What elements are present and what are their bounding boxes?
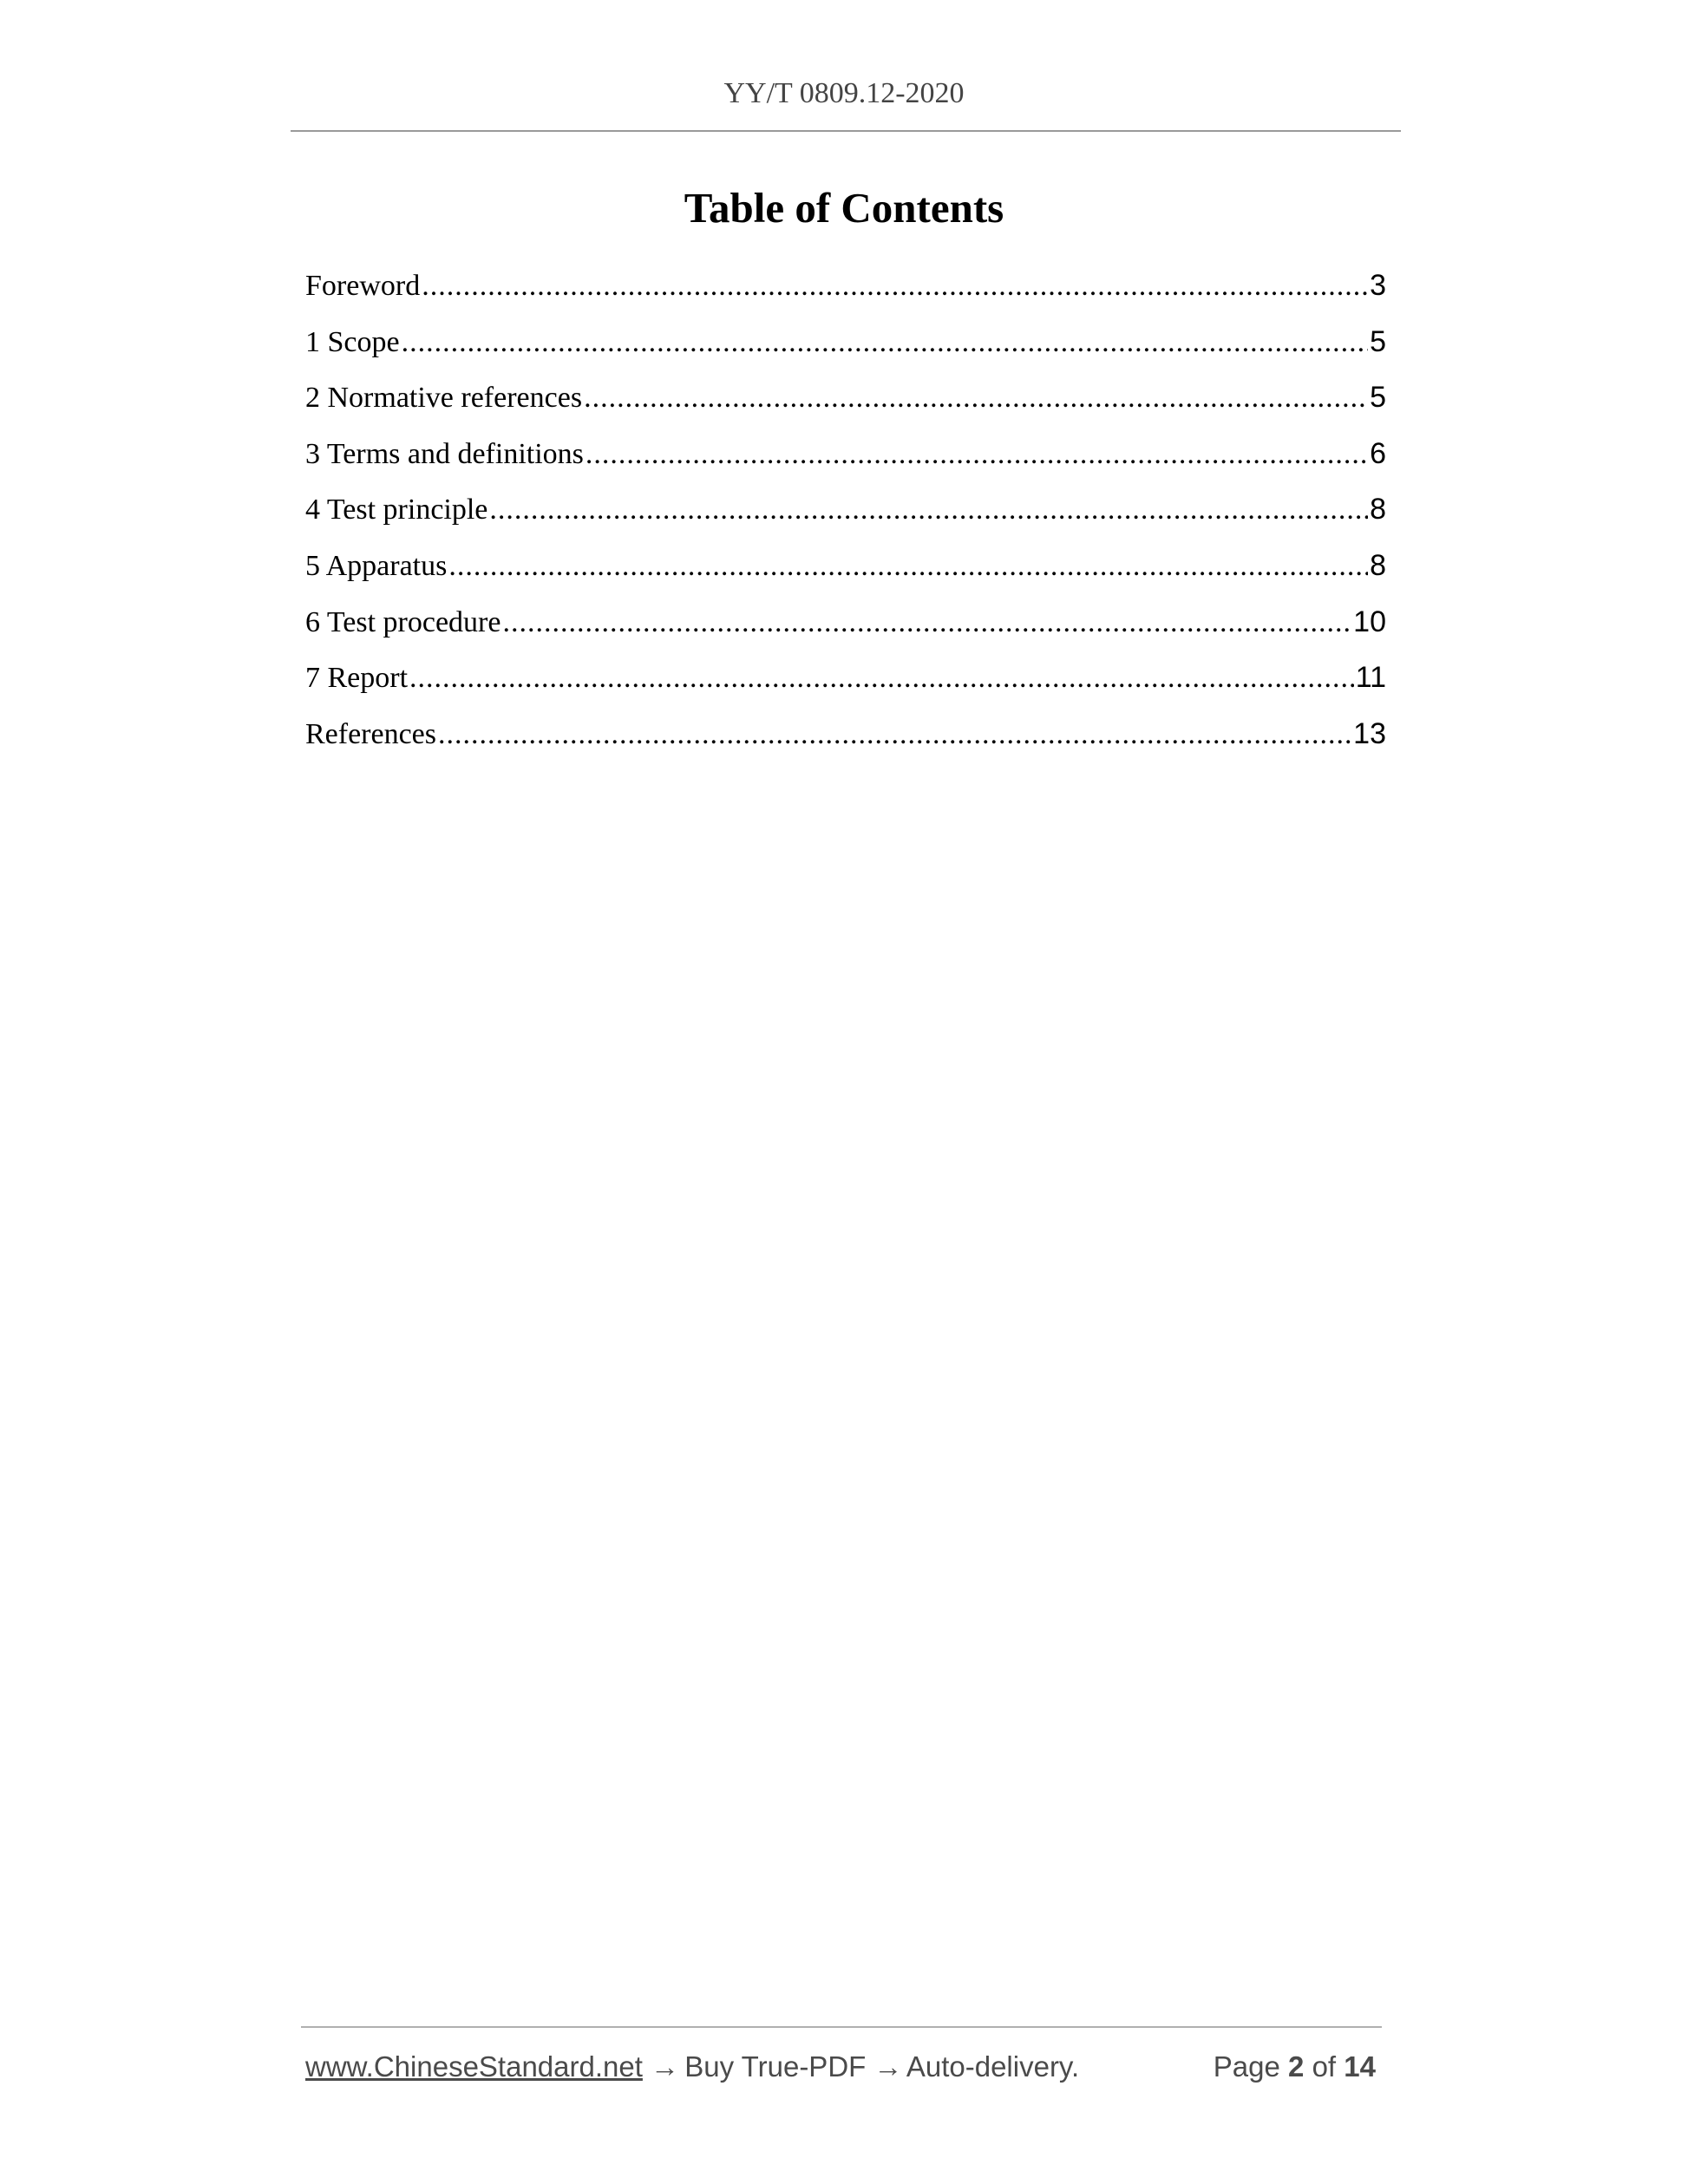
toc-entry-page: 13 xyxy=(1353,716,1386,750)
toc-entry-references[interactable] xyxy=(305,706,1386,762)
toc-entry-label[interactable]: References xyxy=(305,717,437,750)
toc-dot-leader xyxy=(448,539,1368,595)
arrow-right-icon: → xyxy=(873,2050,903,2083)
website-link[interactable]: www.ChineseStandard.net xyxy=(305,2050,643,2083)
toc-entry-label[interactable]: Foreword xyxy=(305,270,421,302)
auto-delivery-text: Auto-delivery. xyxy=(906,2050,1080,2083)
toc-entry-page: 10 xyxy=(1353,605,1386,638)
toc-dot-leader xyxy=(402,315,1368,371)
toc-entry-foreword[interactable] xyxy=(305,258,1386,314)
of-word: of xyxy=(1312,2050,1337,2083)
toc-entry-label[interactable]: 3 Terms and definitions xyxy=(305,437,584,470)
toc-dot-leader xyxy=(502,595,1351,651)
page-word: Page xyxy=(1213,2050,1280,2083)
toc-entry-page: 5 xyxy=(1370,381,1386,415)
toc-entry-scope[interactable] xyxy=(305,314,1386,370)
footer-promo xyxy=(305,2045,1079,2089)
toc-entry-test-procedure[interactable] xyxy=(305,594,1386,651)
buy-true-pdf-text: Buy True-PDF xyxy=(684,2050,867,2083)
toc-title: Table of Contents xyxy=(684,184,1004,232)
header-divider xyxy=(291,130,1401,132)
toc-entry-label[interactable]: 6 Test procedure xyxy=(305,605,501,638)
toc-entry-page: 8 xyxy=(1370,548,1386,582)
toc-entry-page: 11 xyxy=(1355,661,1386,695)
toc-dot-leader xyxy=(422,258,1368,315)
toc-entry-page: 3 xyxy=(1370,269,1386,302)
current-page-number: 2 xyxy=(1288,2050,1305,2083)
page-indicator xyxy=(1214,2045,1376,2089)
toc-entry-label[interactable]: 1 Scope xyxy=(305,325,400,358)
toc-list xyxy=(305,258,1386,762)
toc-entry-report[interactable] xyxy=(305,650,1386,706)
total-pages-number: 14 xyxy=(1344,2050,1376,2083)
toc-dot-leader xyxy=(584,370,1368,427)
toc-entry-apparatus[interactable] xyxy=(305,538,1386,594)
page-footer xyxy=(305,2045,1381,2089)
footer-divider xyxy=(301,2026,1382,2028)
toc-entry-page: 5 xyxy=(1370,324,1386,358)
toc-entry-label[interactable]: 2 Normative references xyxy=(305,382,583,415)
toc-entry-terms-and-definitions[interactable] xyxy=(305,426,1386,482)
arrow-right-icon: → xyxy=(651,2050,680,2083)
toc-entry-label[interactable]: 4 Test principle xyxy=(305,494,488,526)
toc-entry-test-principle[interactable] xyxy=(305,481,1386,538)
toc-entry-page: 8 xyxy=(1370,493,1386,526)
toc-dot-leader xyxy=(438,707,1351,763)
toc-entry-label[interactable]: 7 Report xyxy=(305,662,409,695)
toc-dot-leader xyxy=(489,482,1368,539)
document-code-header: YY/T 0809.12-2020 xyxy=(723,77,965,109)
toc-entry-label[interactable]: 5 Apparatus xyxy=(305,549,448,582)
toc-dot-leader xyxy=(586,427,1368,483)
toc-entry-normative-references[interactable] xyxy=(305,369,1386,426)
toc-entry-page: 6 xyxy=(1370,436,1386,470)
toc-dot-leader xyxy=(409,651,1354,707)
